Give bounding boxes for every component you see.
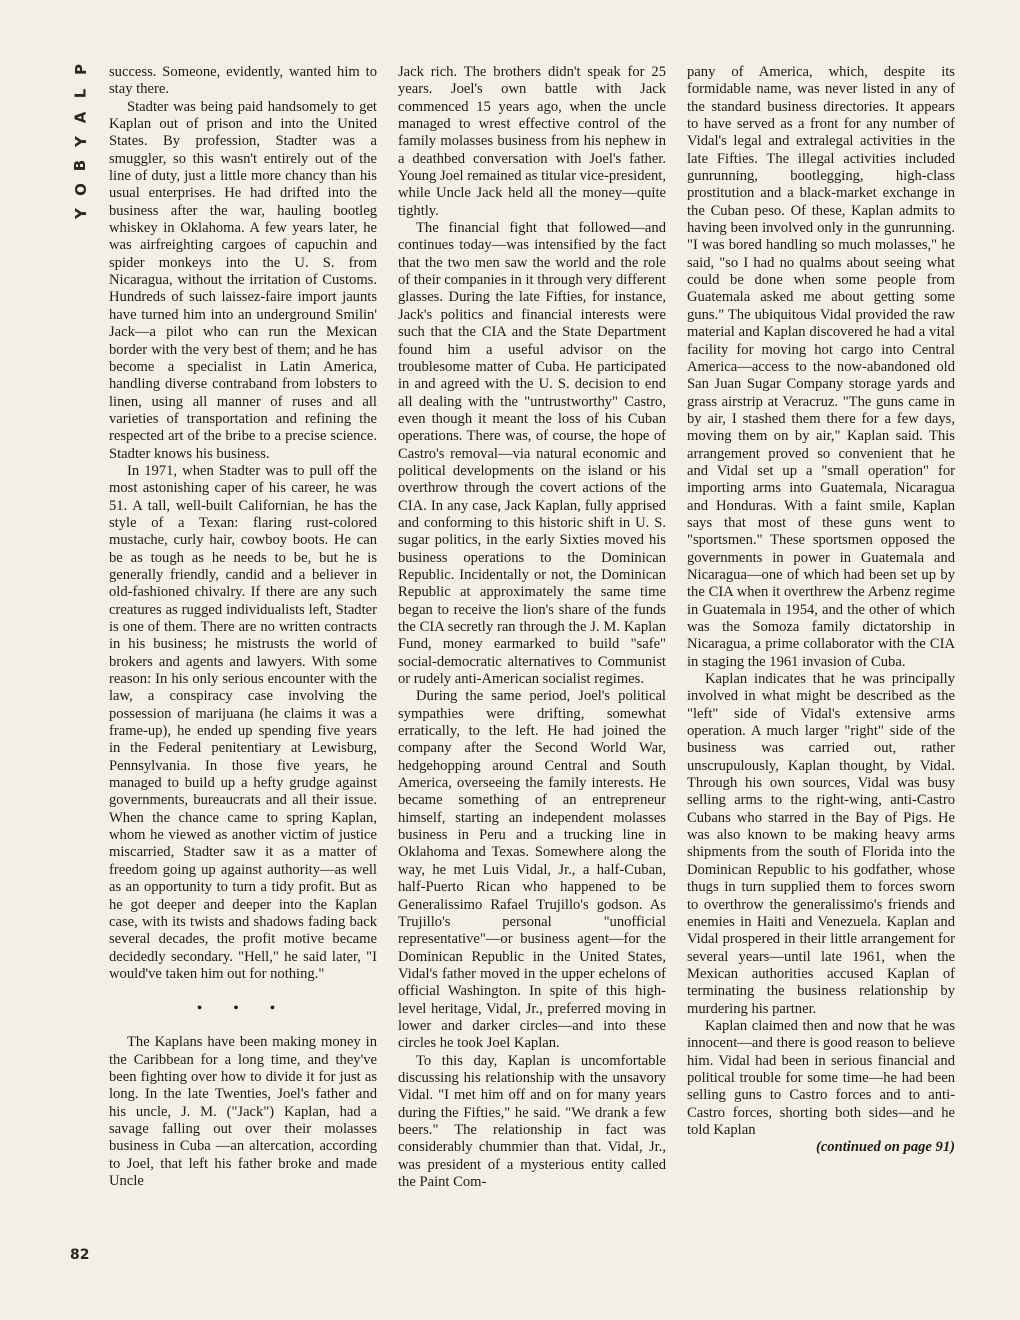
section-break: • • • — [197, 1001, 289, 1017]
brand-letter: L — [71, 88, 90, 99]
article-column-2 — [398, 64, 666, 1191]
brand-letter: P — [71, 64, 90, 75]
continued-note: (continued on page 91) — [815, 1139, 955, 1156]
paragraph: The financial fight that followed—and continues today—was intensified by the fact that the two men saw the world and the role of their companies in it through very different glasses. During the late Fifties, for instance, Jack's politics and financial interests were such that the CIA and the State Department found him a useful advisor on the troublesome matter of Cuba. He participated in and agreed with the U. S. decision to end all dealing with the "untrustworthy" Castro, even though it meant the loss of his Cuban operations. There was, of course, the hope of Castro's removal—via natural economic and political developments on the island or his overthrow through the covert actions of the CIA. In any case, Jack Kaplan, fully apprised and conforming to this historic shift in U. S. sugar politics, in the early Sixties moved his business operations to the Dominican Republic. Incidentally or not, the Dominican Republic at approximately the same time began to receive the lion's share of the funds the CIA secretly ran through the J. M. Kaplan Fund, money earmarked to build "safe" social-democratic alternatives to Communist or rudely anti-American socialist regimes. — [398, 220, 666, 688]
paragraph: Kaplan indicates that he was principally involved in what might be described as the "left" side of Vidal's extensive arms operation. A much larger "right" side of the business was carried out, rather unscrupulously, Kaplan thought, by Vidal. Through his own sources, Vidal was busy selling arms to the right-wing, anti-Castro Cubans who starred in the Bay of Pigs. He was also known to be making heavy arms shipments from the south of Florida into the Dominican Republic to his godfather, whose thugs in turn supplied them to forces sworn to overthrow the generalissimo's friends and enemies in Haiti and Venezuela. Kaplan and Vidal prospered in their little arrangement for several years—until late 1961, when the Mexican authorities accused Kaplan of terminating the business relationship by murdering his partner. — [687, 671, 955, 1017]
paragraph: The Kaplans have been making money in the Caribbean for a long time, and they've been fighting over how to divide it for just as long. In the late Twenties, Joel's father and his uncle, J. M. ("Jack") Kaplan, had a savage falling out over their molasses business in Cuba —an altercation, according to Joel, that left his father broke and made Uncle — [109, 1034, 377, 1189]
brand-letter: A — [71, 111, 90, 124]
magazine-brand-vertical — [66, 62, 96, 230]
article-column-3 — [687, 64, 955, 1157]
page-number: 82 — [70, 1247, 90, 1263]
brand-letter: Y — [71, 208, 90, 219]
paragraph: Jack rich. The brothers didn't speak for 25 years. Joel's own battle with Jack commenced 15 years ago, when the uncle managed to wrest effective control of the family molasses business from his nephew in a deathbed conversation with Joel's father. Young Joel remained as titular vice-president, while Uncle Jack held all the money—quite tightly. — [398, 64, 666, 219]
article-column-1 — [109, 64, 377, 1190]
paragraph: During the same period, Joel's political sympathies were drifting, somewhat erratically, to the left. He had joined the company after the Second World War, hedgehopping around Central and South America, overseeing the family interests. He became something of an entrepreneur himself, starting an independent molasses business in Peru and a trucking line in Oklahoma and Texas. Somewhere along the way, he met Luis Vidal, Jr., a half-Cuban, half-Puerto Rican who happened to be Generalissimo Rafael Trujillo's godson. As Trujillo's personal "unofficial representative"—or business agent—for the Dominican Republic in the United States, Vidal's father moved in the upper echelons of official Washington. In spite of this high-level heritage, Vidal, Jr., preferred moving in lower and darker circles—and into these circles he took Joel Kaplan. — [398, 688, 666, 1052]
paragraph: To this day, Kaplan is uncomfortable discussing his relationship with the unsavory Vidal. "I met him off and on for many years during the Fifties," he said. "We drank a few beers." The relationship in fact was considerably chummier than that. Vidal, Jr., was president of a mysterious entity called the Paint Com- — [398, 1052, 666, 1190]
brand-letter: B — [71, 159, 90, 172]
paragraph: In 1971, when Stadter was to pull off the most astonishing caper of his career, he was 51. A tall, well-built Californian, he has the style of a Texan: flaring rust-colored mustache, curly hair, cowboy boots. He can be as tough as he needs to be, but he is generally friendly, candid and a believer in old-fashioned chivalry. If there are any such creatures as rugged individualists left, Stadter is one of them. There are no written contracts in his business; he mistrusts the world of brokers and agents and lawyers. With some reason: In his only serious encounter with the law, a conspiracy case involving the possession of marijuana (he claims it was a frame-up), he ended up spending five years in the Federal penitentiary at Lewisburg, Pennsylvania. In those five years, he managed to build up a hefty grudge against governments, bureaucrats and all their issue. When the chance came to spring Kaplan, whom he viewed as another victim of justice miscarried, Stadter saw it as a matter of freedom going up against authority—as well as an opportunity to turn a tidy profit. But as he got deeper and deeper into the Kaplan case, with its twists and shadows fading back several decades, the profit motive became decidedly secondary. "Hell," he said later, "I would've taken him out for nothing." — [109, 462, 377, 982]
brand-letter: Y — [71, 136, 90, 147]
paragraph: pany of America, which, despite its formidable name, was never listed in any of the standard business directories. It appears to have served as a front for any number of Vidal's legal and extralegal activities in the late Fifties. The illegal activities included gunrunning, bootlegging, high-class prostitution and a black-market exchange in the Cuban peso. Of these, Kaplan admits to having been involved only in the gunrunning. "I was bored handling so much molasses," he said, "so I had no qualms about seeing what could be done when some people from Guatemala asked me about getting some guns." The ubiquitous Vidal provided the raw material and Kaplan discovered he had a vital facility for moving hot cargo into Central America—access to the now-abandoned old San Juan Sugar Company storage yards and grass airstrip at Veracruz. "The guns came in by air, I stashed them there for a few days, moving them on by air," Kaplan said. This arrangement proved so convenient that he and Vidal set up a "small operation" for importing arms into Guatemala, Nicaragua and Honduras. With a faint smile, Kaplan says that most of these guns went to "sportsmen." These sportsmen opposed the governments in power in Guatemala and Nicaragua—one of which had been set up by the CIA when it overthrew the Arbenz regime in Guatemala in 1954, and the other of which was the Somoza family dictatorship in Nicaragua, a prime collaborator with the CIA in staging the 1961 invasion of Cuba. — [687, 64, 955, 670]
paragraph: success. Someone, evidently, wanted him to stay there. — [109, 64, 377, 98]
brand-letter: O — [71, 183, 90, 196]
paragraph: Kaplan claimed then and now that he was innocent—and there is good reason to believe him. Vidal had been in serious financial and political trouble for some time—he had been selling guns to Castro forces and to anti-Castro forces, shorting both sides—and he told Kaplan — [687, 1017, 955, 1138]
paragraph: Stadter was being paid handsomely to get Kaplan out of prison and into the United States. By profession, Stadter was a smuggler, so this wasn't entirely out of the line of duty, just a little more chancy than his usual enterprises. He had drifted into the business after the war, hauling bootleg whiskey in Oklahoma. A few years later, he was airfreighting cargoes of capuchin and spider monkeys into the U. S. from Nicaragua, without the irritation of Customs. Hundreds of such laissez-faire import jaunts have turned him into an underground Smilin' Jack—a pilot who can run the Mexican border with the very best of them; and he has become a specialist in Latin America, handling diverse contraband from lobsters to linen, using all manner of ruses and all varieties of transportation and refining the respected art of the bribe to a precise science. Stadter knows his business. — [109, 98, 377, 462]
